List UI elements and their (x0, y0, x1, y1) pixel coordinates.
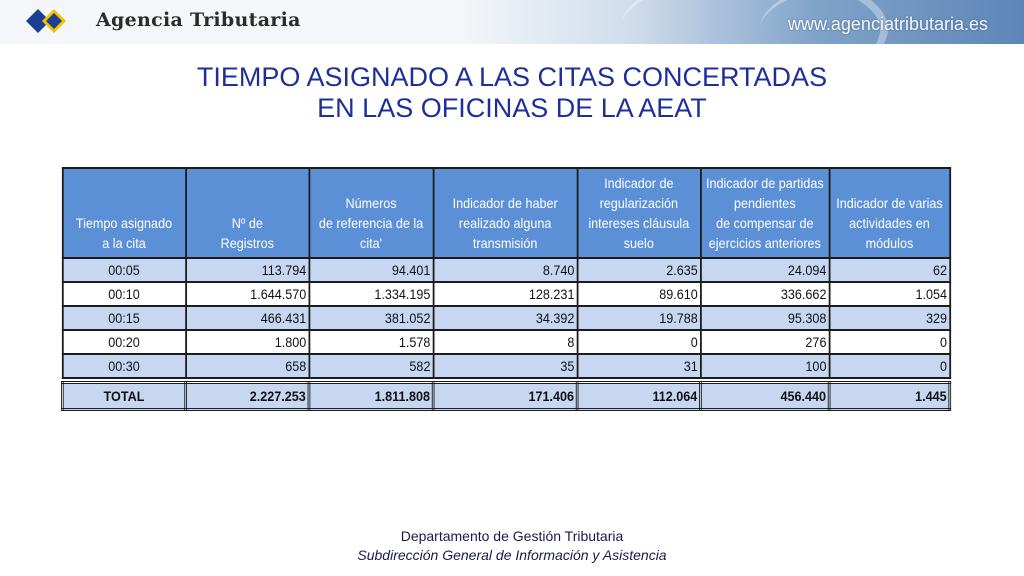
title-line-2: EN LAS OFICINAS DE LA AEAT (317, 93, 707, 123)
table-cell: 00:20 (62, 330, 185, 354)
total-cell: 2.227.253 (186, 383, 309, 410)
appointments-table (61, 167, 951, 411)
table-cell: 658 (186, 354, 309, 378)
aeat-logo-icon (24, 5, 72, 37)
col-header-transmision: Indicador de haber realizado alguna transmisión (433, 168, 577, 258)
table-cell: 00:15 (62, 306, 185, 330)
col-header-modulos: Indicador de varias actividades en módulos (829, 168, 950, 258)
col-header-partidas: Indicador de partidas pendientes de compensar de ejercicios anteriores (700, 168, 829, 258)
table-cell: 2.635 (577, 258, 700, 282)
table-header-row (62, 168, 949, 258)
total-cell: 1.445 (829, 383, 950, 410)
total-label: TOTAL (62, 383, 185, 410)
footer-subdirectorate: Subdirección General de Información y Asistencia (357, 547, 667, 563)
table-cell: 34.392 (433, 306, 577, 330)
table-cell: 1.644.570 (186, 282, 309, 306)
col-header-clausula-suelo: Indicador de regularización intereses cláusula suelo (577, 168, 700, 258)
table-row (62, 330, 949, 354)
total-cell: 1.811.808 (309, 383, 433, 410)
table-row (62, 282, 949, 306)
table-cell: 466.431 (186, 306, 309, 330)
table-cell: 276 (700, 330, 829, 354)
table-cell: 95.308 (700, 306, 829, 330)
table-row (62, 258, 949, 282)
title-line-1: TIEMPO ASIGNADO A LAS CITAS CONCERTADAS (196, 62, 828, 92)
table-cell: 1.578 (309, 330, 433, 354)
total-cell: 456.440 (700, 383, 829, 410)
header-band (0, 0, 1024, 44)
table-cell: 35 (433, 354, 577, 378)
table-row (62, 306, 949, 330)
total-cell: 112.064 (577, 383, 700, 410)
total-row (62, 383, 949, 410)
table-cell: 0 (829, 330, 950, 354)
footer-department: Departamento de Gestión Tributaria (400, 528, 624, 544)
website-url[interactable]: www.agenciatributaria.es (787, 14, 988, 34)
table-cell: 00:05 (62, 258, 185, 282)
table-cell: 94.401 (309, 258, 433, 282)
table-cell: 0 (829, 354, 950, 378)
table-cell: 00:10 (62, 282, 185, 306)
col-header-numeros: Números de referencia de la cita' (309, 168, 433, 258)
table-cell: 1.800 (186, 330, 309, 354)
col-header-tiempo: Tiempo asignado a la cita (62, 168, 185, 258)
brand-name: Agencia Tributaria (96, 9, 301, 31)
table-cell: 19.788 (577, 306, 700, 330)
table-cell: 128.231 (433, 282, 577, 306)
table-cell: 329 (829, 306, 950, 330)
total-cell: 171.406 (433, 383, 577, 410)
table-cell: 1.334.195 (309, 282, 433, 306)
col-header-registros: Nº de Registros (186, 168, 309, 258)
table-cell: 8.740 (433, 258, 577, 282)
page-title (0, 62, 1024, 124)
table-cell: 1.054 (829, 282, 950, 306)
table-cell: 113.794 (186, 258, 309, 282)
table-cell: 00:30 (62, 354, 185, 378)
table-cell: 381.052 (309, 306, 433, 330)
table-cell: 62 (829, 258, 950, 282)
table-cell: 89.610 (577, 282, 700, 306)
table-row (62, 354, 949, 378)
footer (0, 527, 1024, 565)
table-cell: 582 (309, 354, 433, 378)
table-cell: 0 (577, 330, 700, 354)
table-cell: 24.094 (700, 258, 829, 282)
table-cell: 336.662 (700, 282, 829, 306)
table-cell: 8 (433, 330, 577, 354)
table-cell: 100 (700, 354, 829, 378)
table-cell: 31 (577, 354, 700, 378)
